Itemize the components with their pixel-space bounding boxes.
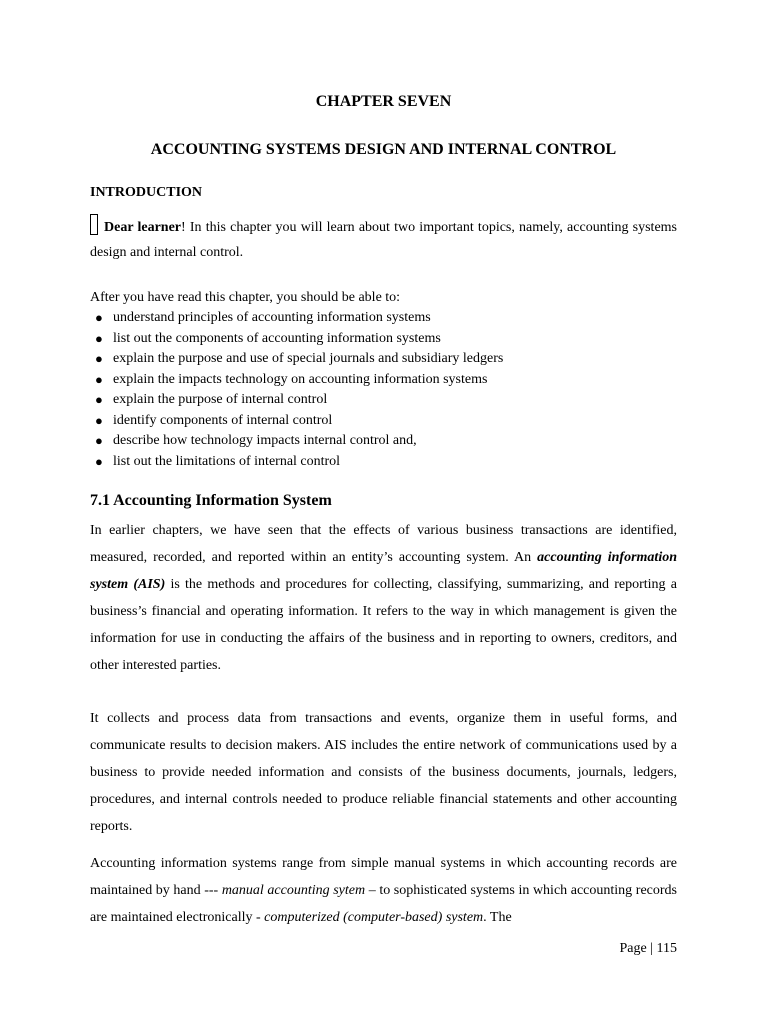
objectives-intro: After you have read this chapter, you should be able to:	[90, 290, 401, 305]
learner-paragraph	[90, 214, 677, 265]
bullet-icon: ●	[95, 330, 103, 346]
list-item: ● list out the components of accounting information systems	[90, 329, 503, 350]
list-item: ● list out the limitations of internal control	[90, 452, 503, 473]
list-item: ● describe how technology impacts internal control and,	[90, 431, 503, 452]
list-item: ● explain the impacts technology on accounting information systems	[90, 370, 503, 391]
bullet-icon: ●	[95, 351, 103, 366]
paragraph-ais-network: It collects and process data from transactions and events, organize them in useful forms, and communicate results to decision makers. AIS includes the entire network of communications used by a business to provide needed information and consists of the business documents, journals, ledgers, procedures, and internal controls needed to produce reliable financial statements and other accounting reports.	[90, 711, 677, 834]
list-item: ● explain the purpose and use of special journals and subsidiary ledgers	[90, 349, 503, 370]
computerized-system-term: computerized (computer-based) system	[264, 910, 484, 925]
list-item: ● explain the purpose of internal control	[90, 390, 503, 411]
learner-bold-lead: Dear learner	[104, 220, 182, 235]
chapter-title: ACCOUNTING SYSTEMS DESIGN AND INTERNAL CONTROL	[150, 141, 617, 158]
paragraph-ais-definition: In earlier chapters, we have seen that the effects of various business transactions are identified, measured, recorded, and reported within an entity’s accounting system. An accounting information system (AIS) is the methods and procedures for collecting, classifying, summarizing, and reporting a business’s financial and operating information. It refers to the way in which management is given the information for use in conducting the affairs of the business and in reporting to owners, creditors, and other interested parties.	[90, 523, 677, 673]
paragraph-ais-range: Accounting information systems range from simple manual systems in which accounting records are maintained by hand --- manual accounting sytem – to sophisticated systems in which accounting records are maintained electronically - computerized (computer-based) system. The	[90, 856, 677, 925]
page-number: Page | 115	[619, 941, 677, 956]
bullet-icon: ●	[95, 392, 103, 407]
section-heading: 7.1 Accounting Information System	[90, 492, 332, 509]
list-item: ● understand principles of accounting information systems	[90, 308, 503, 329]
learner-text: ! In this chapter you will learn about two important topics, namely, accounting systems design and internal control.	[90, 220, 677, 260]
bullet-icon: ●	[95, 310, 103, 325]
ais-term: accounting information system (AIS)	[90, 550, 677, 592]
list-item: ● identify components of internal control	[90, 411, 503, 432]
objectives-list	[90, 308, 503, 472]
introduction-heading: INTRODUCTION	[90, 185, 203, 200]
bullet-icon: ●	[95, 412, 103, 428]
learner-box-icon	[90, 214, 98, 235]
bullet-icon: ●	[95, 371, 103, 387]
manual-system-term: manual accounting sytem	[221, 883, 366, 898]
chapter-label: CHAPTER SEVEN	[315, 93, 452, 110]
bullet-icon: ●	[95, 433, 103, 448]
bullet-icon: ●	[95, 453, 103, 469]
